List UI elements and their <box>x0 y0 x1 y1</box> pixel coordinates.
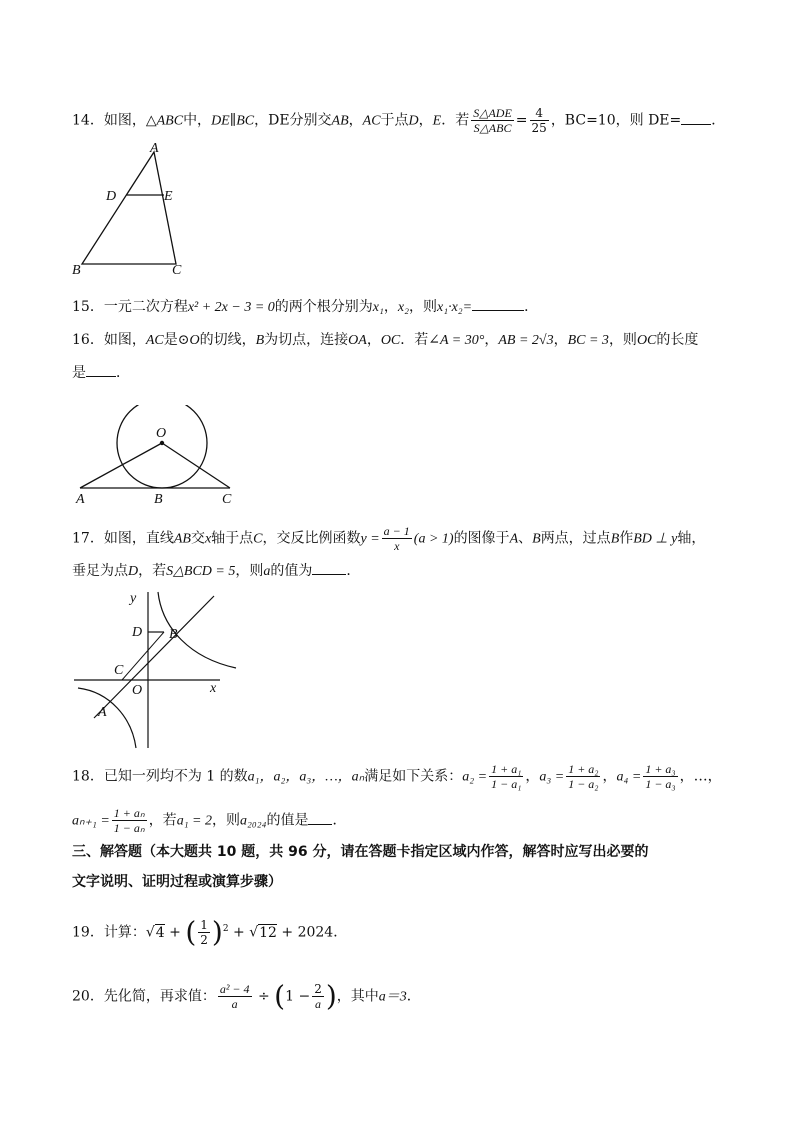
q14-answer-blank[interactable] <box>681 110 711 125</box>
q18-a3-fraction <box>566 762 600 791</box>
q15-equation: x² + 2x − 3 = 0 <box>187 300 275 315</box>
q14-val-num: 4 <box>530 106 549 121</box>
label-y: y <box>130 591 137 606</box>
q14-number: 14 <box>72 112 90 129</box>
q20-div: ÷ <box>257 988 270 1005</box>
q18-text-b: 满足如下关系： <box>364 768 463 785</box>
q17-func-den: x <box>394 539 400 553</box>
q18-a3-num: 1 + a₂ <box>568 762 599 776</box>
q20-fraction-2 <box>312 982 324 1011</box>
q14-parallel: ∥ <box>229 112 237 129</box>
q20-text-b: ，其中 <box>336 988 379 1005</box>
label-a: A <box>150 141 159 156</box>
q15-x2: x₂ <box>397 300 409 315</box>
q18-a2-den: 1 − a₁ <box>491 777 522 791</box>
q18-an-fraction <box>112 806 147 835</box>
q14-text-b: 中， <box>183 112 212 129</box>
q19-exp: 2 <box>222 923 229 934</box>
question-15 <box>72 296 538 318</box>
label-o: O <box>132 683 143 698</box>
q17-answer-blank[interactable] <box>312 560 346 575</box>
q18-a1: a₁ = 2 <box>176 813 213 829</box>
q17-x: x <box>204 531 212 547</box>
q20-fraction-1 <box>218 982 252 1011</box>
segment-oc <box>162 443 230 488</box>
q19-text-a: 19．计算： <box>72 924 146 941</box>
q19-half-fraction <box>198 918 210 947</box>
q19-plus1: + <box>169 924 181 941</box>
q17-area: S△BCD = 5 <box>166 564 236 579</box>
q18-ellipsis: ，…， <box>679 768 722 785</box>
q17-text-b: 交 <box>190 530 205 547</box>
label-d: D <box>132 625 143 640</box>
triangle-abc <box>82 152 176 264</box>
line-ab <box>94 596 214 718</box>
q20-cond: a＝3 <box>378 989 407 1005</box>
q17-text-d: ，交反比例函数 <box>262 530 361 547</box>
q14-d: D <box>408 113 419 129</box>
label-e: E <box>164 189 173 204</box>
q16-text-a: 16．如图， <box>72 332 146 348</box>
q19-frac-num: 1 <box>200 918 208 932</box>
q16-ac: AC <box>145 333 164 348</box>
q16-oc2: OC <box>636 333 657 348</box>
q20-f2-num: 2 <box>314 982 322 996</box>
question-18-line2 <box>72 806 346 835</box>
q14-triangle-figure <box>68 140 198 280</box>
q18-seq: a₁，a₂，a₃，…，aₙ <box>247 769 365 785</box>
q19-plus2: + <box>233 924 245 941</box>
q17-line2-e: ． <box>346 563 361 579</box>
q20-f2-den: a <box>315 997 322 1011</box>
q15-text-b: 的两个根分别为 <box>274 299 373 315</box>
q17-a-var: a <box>263 564 271 579</box>
q18-a4-lhs: a₄ = <box>616 769 642 785</box>
q17-line2-b: ，若 <box>138 563 167 579</box>
q16-line2-b: ． <box>116 365 130 381</box>
q17-text-h: 作 <box>619 530 634 547</box>
center-dot <box>160 441 164 445</box>
q16-circle-figure <box>70 405 250 510</box>
label-a: A <box>98 705 107 720</box>
question-16-line2 <box>72 362 130 383</box>
q18-text-f: ． <box>332 812 347 829</box>
q20-text-c: ． <box>406 988 421 1005</box>
q14-e: E <box>432 113 442 129</box>
q20-text-a: 20．先化简，再求值： <box>72 988 216 1005</box>
q17-ab: AB <box>173 531 191 547</box>
q14-ac: AC <box>362 113 381 129</box>
q16-comma: ， <box>366 332 381 348</box>
label-a: A <box>76 492 85 507</box>
q17-line2-c: ，则 <box>235 563 264 579</box>
q15-product: x₁·x₂= <box>436 300 473 315</box>
q17-b-pt: B <box>532 531 541 547</box>
q17-cond: (a > 1) <box>413 531 454 547</box>
q15-text-d: ． <box>524 299 539 315</box>
label-c: C <box>222 492 232 507</box>
q20-f1-den: a <box>231 997 238 1011</box>
q14-eq: = <box>515 112 528 129</box>
q15-text-a: 15．一元二次方程 <box>72 299 188 315</box>
q18-a4-fraction <box>643 762 677 791</box>
q14-abc: ABC <box>156 113 184 129</box>
label-o: O <box>156 426 167 441</box>
label-b: B <box>154 492 163 507</box>
q14-de: DE <box>211 113 230 129</box>
question-20: 20．先化简，再求值： $\frac{\text{a² − 4}}{a}$ ÷ (1 − $\frac{2}{a}$ )，其中a＝3． <box>72 979 421 1013</box>
question-17-line2 <box>72 560 360 582</box>
q18-text-a: 18．已知一列均不为 1 的数 <box>72 768 248 785</box>
q17-c: C <box>253 531 263 547</box>
question-18: 18．已知一列均不为 1 的数a₁，a₂，a₃，…，aₙ满足如下关系：a₂ = $\frac{\text{1 + a₁}}{\text{1 − a₁}}$ ，a₃ = $\frac{\text{1 + a₂}}{\text{1 − a₂}}$ ，a₄ = $\frac{\text{1 + a₃}}{\text{1 − a₃}}$ ，…， <box>72 762 722 791</box>
segment-bc <box>122 632 164 680</box>
q19-text-b: ． <box>333 924 348 941</box>
q16-o: O <box>189 333 200 348</box>
q18-an-num: 1 + aₙ <box>113 806 145 820</box>
q16-angle: A = 30° <box>440 333 485 348</box>
q18-answer-blank[interactable] <box>308 810 332 825</box>
q14-text: ．如图，△ <box>89 112 157 129</box>
q14-frac-den: S△ABC <box>473 121 512 135</box>
q17-d: D <box>128 564 139 579</box>
q17-func-num: a − 1 <box>383 524 410 538</box>
q14-frac-num: S△ADE <box>473 106 512 120</box>
q17-function-fraction <box>382 524 412 553</box>
label-x: x <box>210 681 217 696</box>
q16-text-d: 为切点，连接 <box>264 332 349 348</box>
q16-oc: OC <box>380 333 401 348</box>
q16-bc-expr: BC = 3 <box>567 333 609 348</box>
q16-text-g: 的长度 <box>656 332 699 348</box>
q18-an-den: 1 − aₙ <box>113 821 145 835</box>
section-3-heading-line1: 三、解答题（本大题共 10 题，共 96 分，请在答题卡指定区域内作答，解答时应写出必要的 <box>72 844 649 860</box>
q17-perp: BD ⊥ y <box>633 531 678 547</box>
q15-answer-blank[interactable] <box>472 296 524 311</box>
label-c: C <box>172 263 182 278</box>
q16-ab-expr: AB = 2√3 <box>498 333 554 348</box>
q16-text-b: 是⊙ <box>163 332 190 348</box>
q18-text-d: ，则 <box>212 812 241 829</box>
label-c: C <box>114 663 124 678</box>
label-b: B <box>169 627 178 642</box>
q18-a2-lhs: a₂ = <box>462 769 488 785</box>
q17-text-i: 轴， <box>677 530 706 547</box>
q15-comma: ， <box>383 299 398 315</box>
q18-a4-den: 1 − a₃ <box>645 777 676 791</box>
q17-b2: B <box>610 531 620 547</box>
q18-an-lhs: aₙ₊₁ = <box>72 813 110 829</box>
q18-a4-num: 1 + a₃ <box>645 762 676 776</box>
q19-frac-den: 2 <box>200 933 208 947</box>
question-19: 19．计算：√4 + ( $\frac{1}{2}$ )$^2$ + √12 + 2024． <box>72 915 348 949</box>
segment-oa <box>80 443 162 488</box>
q19-sqrt4: 4 <box>155 924 165 941</box>
q14-comma1: ， <box>348 112 363 129</box>
q17-text-a: 17．如图，直线 <box>72 530 174 547</box>
label-d: D <box>106 189 117 204</box>
q16-text-e: ．若∠ <box>400 332 440 348</box>
q17-line2-a: 垂足为点 <box>72 563 128 579</box>
section-3-heading-line2: 文字说明、证明过程或演算步骤） <box>72 874 282 890</box>
question-16 <box>72 330 698 351</box>
q14-text-g: ． <box>711 112 726 129</box>
q17-a-pt: A <box>509 531 519 547</box>
q16-text-c: 的切线， <box>199 332 256 348</box>
q18-a2-num: 1 + a₁ <box>491 762 522 776</box>
q18-a3-den: 1 − a₂ <box>568 777 599 791</box>
q18-text-e: 的值是 <box>266 812 309 829</box>
q17-text-e: 的图像于 <box>453 530 510 547</box>
q15-x1: x₁ <box>372 300 384 315</box>
question-14 <box>72 106 725 135</box>
q14-comma2: ， <box>418 112 433 129</box>
q17-func-lhs: y = <box>360 531 380 547</box>
q16-comma2: ， <box>484 332 499 348</box>
q17-text-f: 、 <box>518 530 533 547</box>
q16-comma3: ， <box>553 332 568 348</box>
q18-a2-fraction <box>489 762 523 791</box>
q14-text-d: 于点 <box>380 112 409 129</box>
q16-text-f: ，则 <box>608 332 637 348</box>
q20-one-minus: 1 − <box>285 988 311 1005</box>
label-b: B <box>72 263 81 278</box>
q14-bc: BC <box>236 113 255 129</box>
q14-text-f: ，BC=10，则 DE= <box>550 112 682 129</box>
q14-text-e: ．若 <box>441 112 470 129</box>
q17-text-c: 轴于点 <box>211 530 254 547</box>
q16-b: B <box>255 333 265 348</box>
circle-o <box>117 405 207 488</box>
q18-a2024: a₂₀₂₄ <box>240 813 267 829</box>
q14-ab: AB <box>331 113 349 129</box>
q14-text-c: ，DE分别交 <box>254 112 332 129</box>
q18-text-c: ，若 <box>148 812 177 829</box>
q19-plus3: + 2024 <box>281 924 334 941</box>
q16-line2-a: 是 <box>72 365 86 381</box>
q14-area-ratio <box>471 106 514 135</box>
hyperbola-branch-3 <box>78 688 136 748</box>
q17-line2-d: 的值为 <box>270 563 313 579</box>
q14-val-den: 25 <box>531 121 547 135</box>
q16-answer-blank[interactable] <box>86 362 116 377</box>
question-17 <box>72 524 705 553</box>
q18-a3-lhs: a₃ = <box>539 769 565 785</box>
q17-graph-figure <box>70 588 240 753</box>
q14-ratio-value <box>530 106 549 135</box>
q17-text-g: 两点，过点 <box>540 530 611 547</box>
q15-text-c: ，则 <box>408 299 437 315</box>
q19-sqrt12: 12 <box>259 924 277 941</box>
q16-oa: OA <box>348 333 367 348</box>
q20-f1-num: a² − 4 <box>219 982 250 996</box>
